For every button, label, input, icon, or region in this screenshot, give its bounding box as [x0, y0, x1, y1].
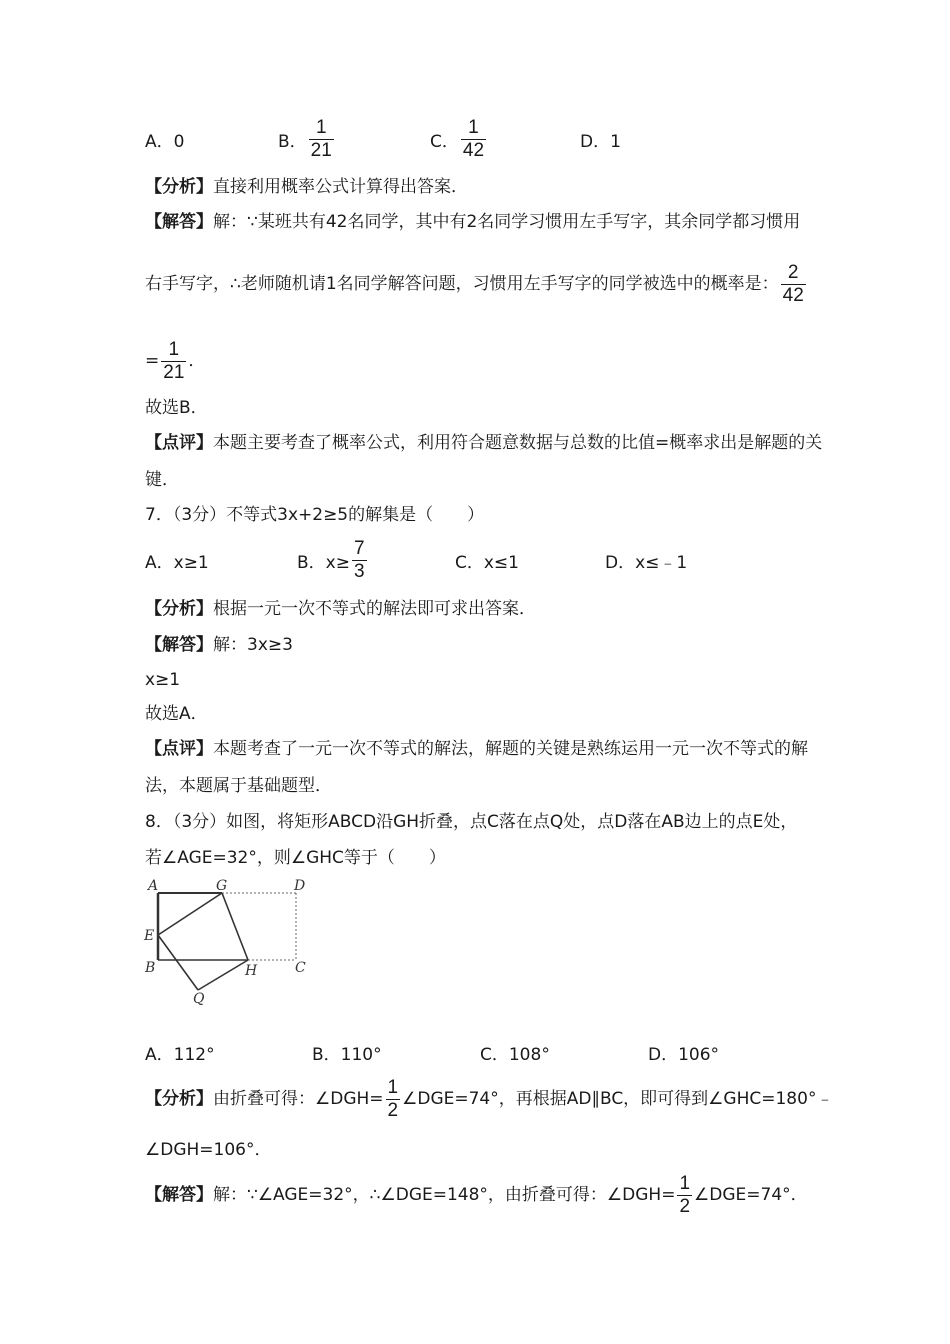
fraction	[161, 340, 186, 383]
q8-option-b	[312, 1030, 382, 1074]
analysis-text: 由折叠可得：∠DGH=	[213, 1089, 384, 1109]
fraction-numerator: 2	[781, 263, 806, 285]
q7-options	[0, 538, 950, 582]
label-d: D	[294, 878, 306, 894]
segment-qh	[198, 960, 248, 990]
q7-option-c	[455, 538, 519, 582]
answer-text: 故选B．	[145, 398, 208, 418]
q7-option-a	[145, 538, 209, 582]
label-e: E	[144, 928, 155, 944]
solution-text: 解：∵某班共有42名同学，其中有2名同学习惯用左手写字，其余同学都习惯用	[213, 212, 801, 232]
comment-text: 本题主要考查了概率公式，利用符合题意数据与总数的比值=概率求出是解题的关	[213, 433, 823, 453]
q6-answer	[145, 398, 208, 418]
fraction	[677, 1174, 692, 1217]
option-text: A．x≥1	[145, 552, 209, 573]
label-h: H	[245, 963, 258, 979]
solution-tag: 【解答】	[145, 1185, 213, 1205]
fraction-numerator: 7	[353, 537, 365, 559]
rectangle-fold-figure	[140, 875, 320, 1010]
fraction-denominator: 2	[679, 1195, 691, 1217]
fraction-numerator: 1	[679, 1172, 691, 1194]
fraction-denominator: 21	[310, 139, 332, 161]
comment-tag: 【点评】	[145, 739, 213, 759]
comment-tag: 【点评】	[145, 433, 213, 453]
solution-tag: 【解答】	[145, 635, 213, 655]
fraction-numerator: 1	[461, 118, 486, 140]
option-text: C．108°	[480, 1044, 550, 1065]
option-text: A．0	[145, 131, 185, 152]
fraction-denominator: 42	[782, 284, 804, 306]
q7-analysis	[145, 599, 536, 619]
option-text: C．x≤1	[455, 552, 519, 573]
q8-analysis-line-1	[145, 1077, 833, 1121]
q8-option-d	[648, 1030, 719, 1074]
fraction-denominator: 42	[462, 139, 485, 161]
q6-option-b	[278, 117, 336, 161]
fraction-denominator: 3	[353, 560, 365, 582]
solution-text: 右手写字，∴老师随机请1名同学解答问题，习惯用左手写字的同学被选中的概率是：	[145, 274, 779, 294]
answer-text: 故选A．	[145, 704, 208, 724]
q8-analysis-line-2	[145, 1140, 271, 1160]
fraction	[309, 118, 334, 161]
solution-tag: 【解答】	[145, 212, 213, 232]
q7-option-d	[605, 538, 687, 582]
q6-option-a	[145, 117, 184, 161]
analysis-text: 根据一元一次不等式的解法即可求出答案．	[213, 599, 536, 619]
q6-options	[0, 117, 950, 161]
fraction-denominator: 2	[387, 1099, 399, 1121]
fraction	[781, 263, 806, 306]
q6-option-d	[580, 117, 621, 161]
label-q: Q	[193, 991, 205, 1007]
q6-solution-line-2	[145, 262, 808, 306]
comment-text: 键．	[145, 470, 179, 490]
q6-comment-line-2	[145, 470, 179, 490]
q7-option-b	[297, 538, 369, 582]
q7-stem	[145, 505, 484, 525]
option-label: B．	[278, 131, 307, 152]
fraction	[352, 539, 367, 582]
q6-analysis	[145, 177, 468, 197]
analysis-text: ∠DGH=106°．	[145, 1140, 272, 1160]
q8-stem-line-1	[145, 812, 797, 832]
segment-eq	[158, 935, 198, 990]
solution-text: 解：3x≥3	[213, 635, 293, 655]
fraction-numerator: 1	[387, 1076, 399, 1098]
label-a: A	[148, 878, 159, 894]
q6-solution-line-3	[145, 339, 205, 383]
comment-text: 本题考查了一元一次不等式的解法，解题的关键是熟练运用一元一次不等式的解	[213, 739, 808, 759]
solution-text: =	[145, 351, 160, 371]
fraction	[386, 1078, 401, 1121]
solution-text: ．	[188, 351, 206, 371]
fraction	[461, 118, 486, 161]
q8-solution-line-1	[145, 1173, 808, 1217]
solution-text: x≥1	[145, 670, 181, 690]
q7-solution-line-1	[145, 635, 293, 655]
analysis-tag: 【分析】	[145, 599, 213, 619]
fraction-numerator: 1	[161, 340, 186, 362]
label-g: G	[216, 878, 228, 894]
question-stem: 7．（3分）不等式3x+2≥5的解集是（ ）	[145, 505, 485, 525]
option-text: D．106°	[648, 1044, 720, 1065]
analysis-text: 直接利用概率公式计算得出答案．	[213, 177, 468, 197]
analysis-tag: 【分析】	[145, 1089, 213, 1109]
option-text: D．x≤﹣1	[605, 552, 688, 573]
solution-text: ∠DGE=74°．	[694, 1185, 808, 1205]
option-label: B．x≥	[297, 552, 350, 573]
segment-ge	[158, 893, 222, 935]
q6-solution-line-1	[145, 212, 800, 232]
q6-comment-line-1	[145, 433, 822, 453]
question-stem: 若∠AGE=32°，则∠GHC等于（ ）	[145, 848, 446, 868]
fraction-numerator: 1	[309, 118, 334, 140]
comment-text: 法，本题属于基础题型．	[145, 776, 332, 796]
q8-option-c	[480, 1030, 550, 1074]
label-c: C	[295, 960, 306, 976]
solution-text: 解：∵∠AGE=32°，∴∠DGE=148°，由折叠可得：∠DGH=	[213, 1185, 676, 1205]
option-text: A．112°	[145, 1044, 215, 1065]
q8-option-a	[145, 1030, 215, 1074]
q7-answer	[145, 704, 208, 724]
option-label: C．	[430, 131, 459, 152]
q8-options	[0, 1030, 950, 1074]
q8-stem-line-2	[145, 848, 446, 868]
option-text: B．110°	[312, 1044, 382, 1065]
fraction-denominator: 21	[163, 361, 185, 383]
question-stem: 8．（3分）如图，将矩形ABCD沿GH折叠，点C落在点Q处，点D落在AB边上的点E处，	[145, 812, 798, 832]
option-text: D．1	[580, 131, 621, 152]
q7-solution-line-2	[145, 670, 180, 690]
segment-hg	[222, 893, 248, 960]
q7-comment-line-2	[145, 776, 332, 796]
analysis-tag: 【分析】	[145, 177, 213, 197]
analysis-text: ∠DGE=74°，再根据AD∥BC，即可得到∠GHC=180°﹣	[402, 1089, 834, 1109]
q6-option-c	[430, 117, 488, 161]
q7-comment-line-1	[145, 739, 808, 759]
label-b: B	[145, 960, 156, 976]
